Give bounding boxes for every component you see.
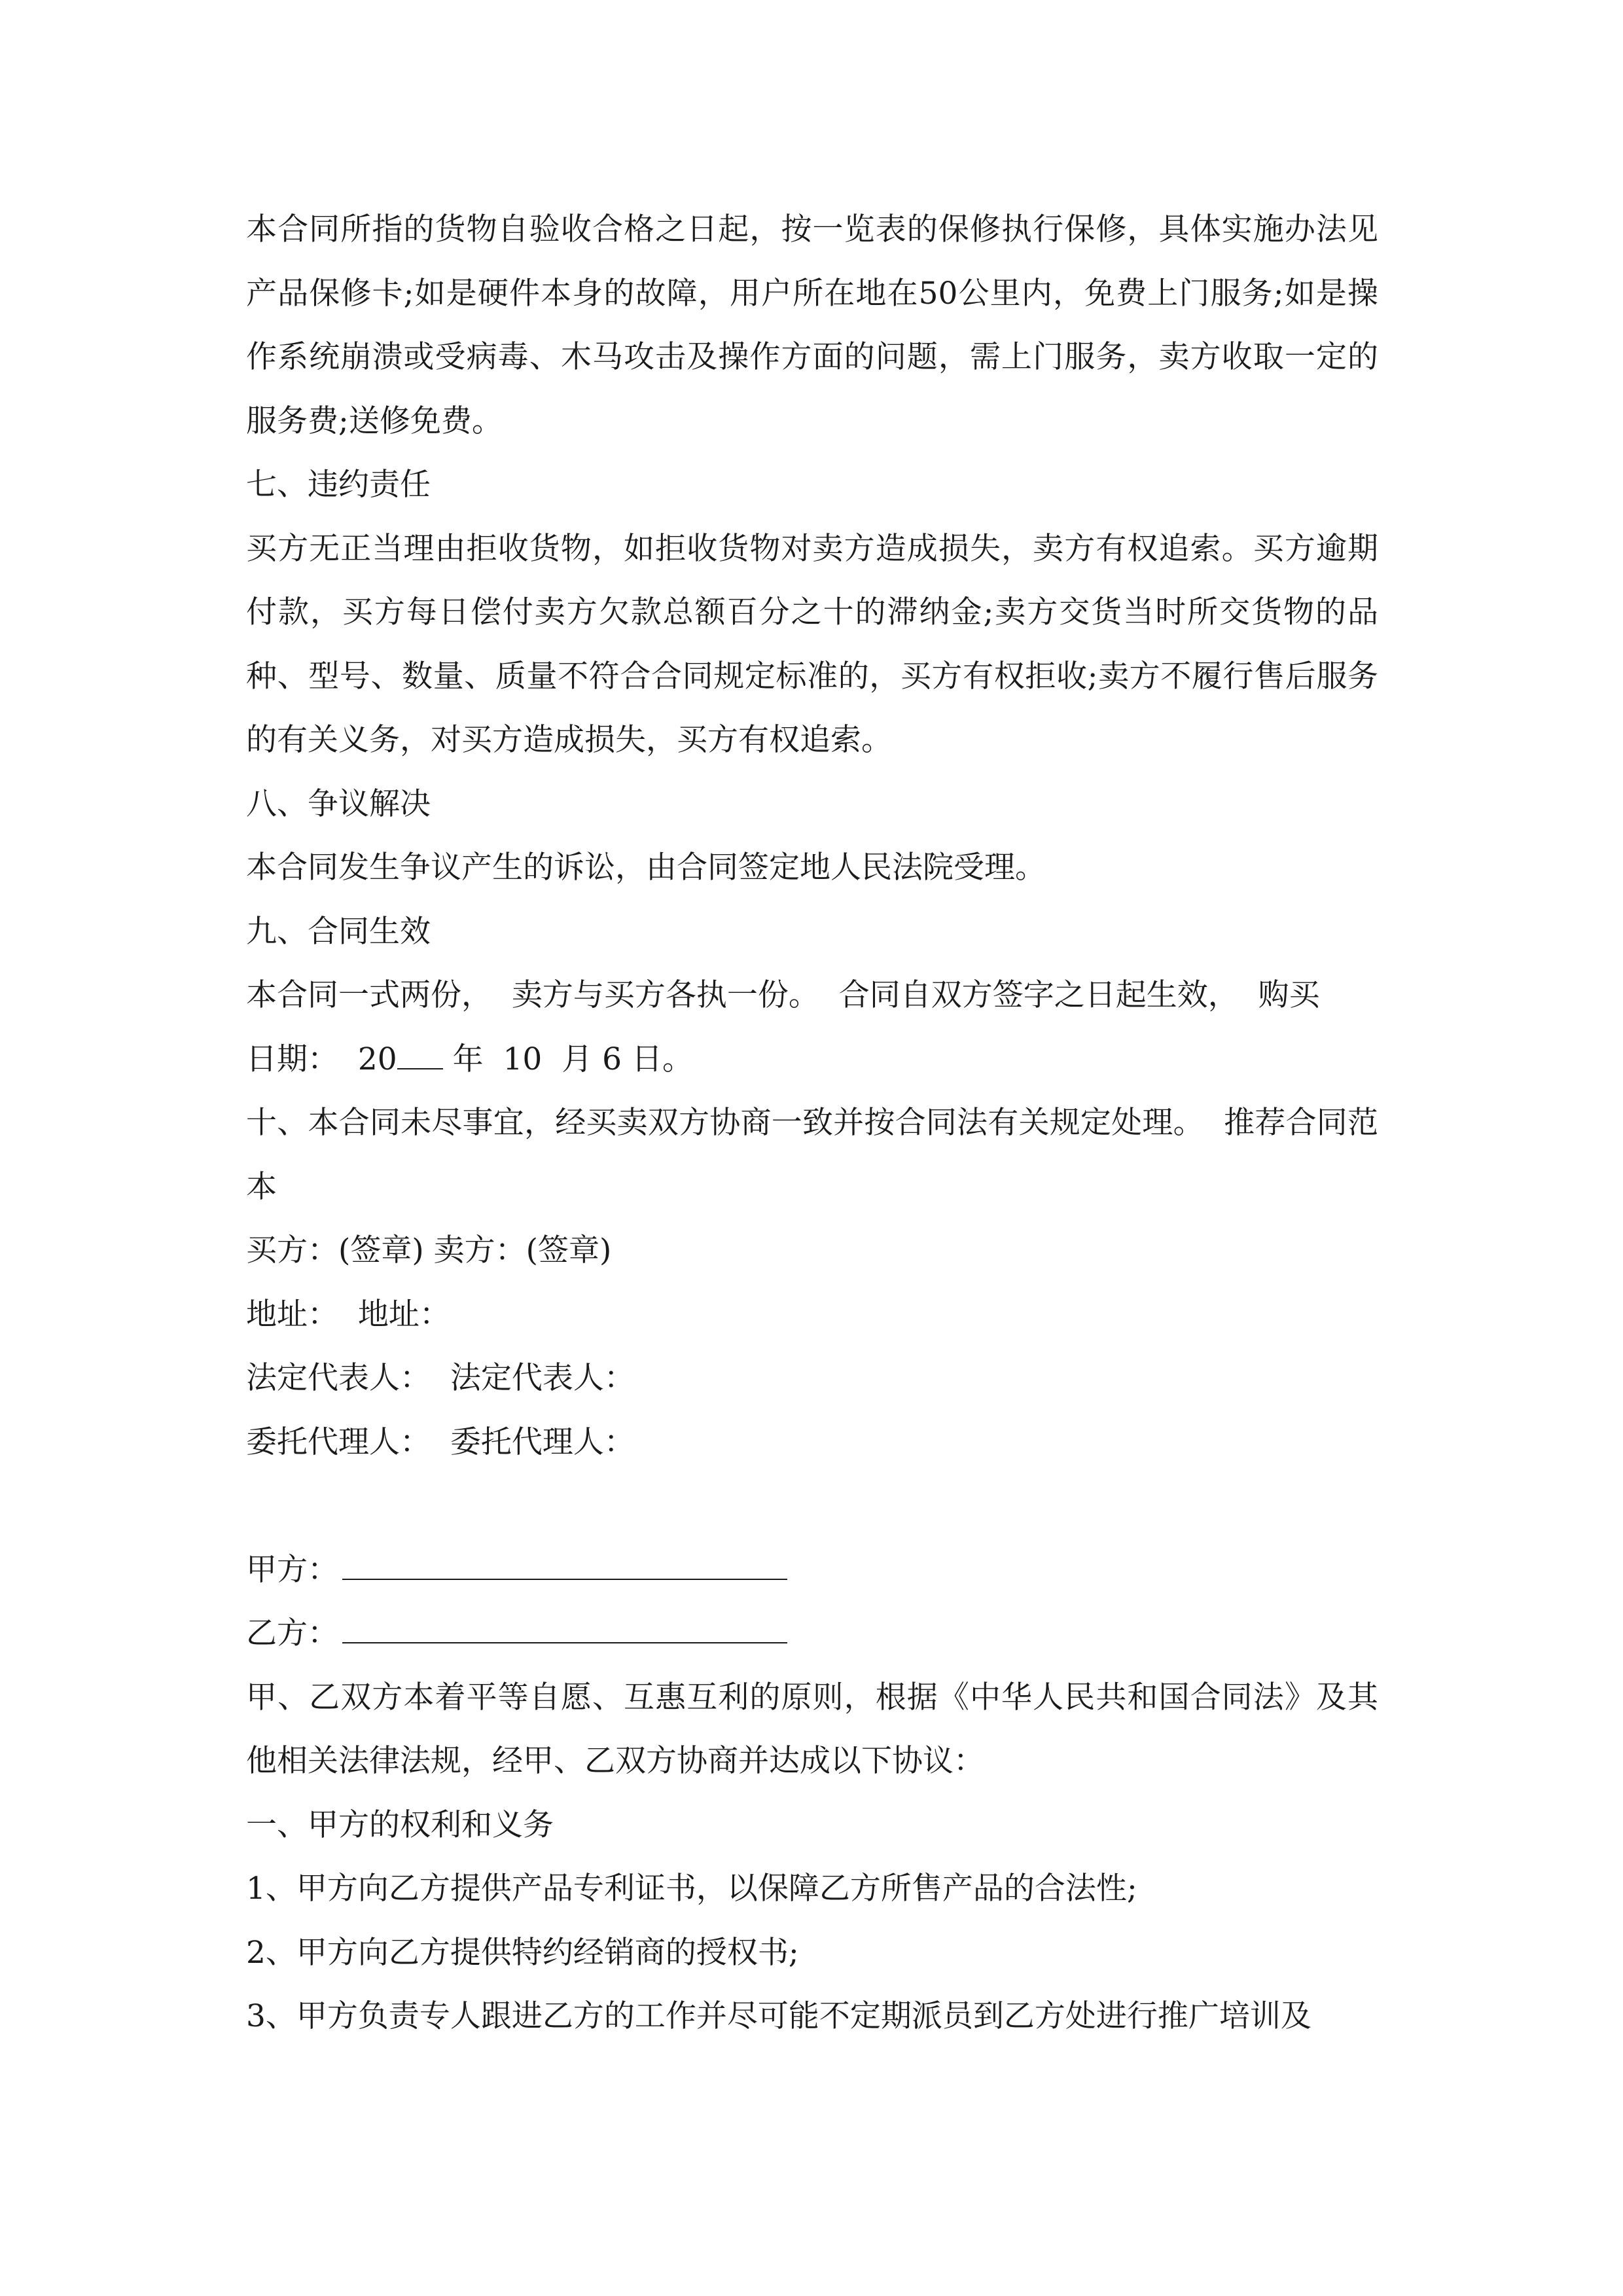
section-8-heading: 八、争议解决	[246, 785, 431, 822]
section-1-heading: 一、甲方的权利和义务	[246, 1806, 554, 1843]
signature-agent: 委托代理人： 委托代理人：	[246, 1424, 635, 1460]
party-a-line	[246, 1538, 1378, 1602]
signature-address: 地址： 地址：	[246, 1296, 450, 1333]
agreement-item-3: 3、甲方负责专人跟进乙方的工作并尽可能不定期派员到乙方处进行推广培训及	[246, 1998, 1311, 2034]
purchase-date	[246, 1028, 1378, 1092]
section-9-body: 本合同一式两份， 卖方与买方各执一份。 合同自双方签字之日起生效， 购买	[246, 977, 1320, 1013]
party-a-blank	[342, 1578, 787, 1580]
signature-legal-rep: 法定代表人： 法定代表人：	[246, 1360, 635, 1396]
party-b-line	[246, 1602, 1378, 1666]
party-a-label: 甲方：	[246, 1551, 338, 1588]
section-7-heading: 七、违约责任	[246, 467, 431, 503]
section-9-heading: 九、合同生效	[246, 913, 431, 950]
agreement-intro: 甲、乙双方本着平等自愿、互惠互利的原则，根据《中华人民共和国合同法》及其他相关法律法规，经甲、乙双方协商并达成以下协议：	[246, 1679, 1378, 1779]
party-b-blank	[342, 1641, 787, 1643]
party-b-label: 乙方：	[246, 1615, 338, 1651]
section-gap	[246, 1474, 1378, 1538]
section-7-body: 买方无正当理由拒收货物，如拒收货物对卖方造成损失，卖方有权追索。买方逾期付款，买方每日偿付卖方欠款总额百分之十的滞纳金;卖方交货当时所交货物的品种、型号、数量、质量不符合合同规定标准的，买方有权拒收;卖方不履行售后服务的有关义务，对买方造成损失，买方有权追索。	[246, 530, 1378, 758]
section-8-body: 本合同发生争议产生的诉讼，由合同签定地人民法院受理。	[246, 850, 1046, 886]
document-body	[246, 198, 1378, 2049]
warranty-paragraph: 本合同所指的货物自验收合格之日起，按一览表的保修执行保修，具体实施办法见产品保修卡;如是硬件本身的故障，用户所在地在50公里内，免费上门服务;如是操作系统崩溃或受病毒、木马攻击及操作方面的问题，需上门服务，卖方收取一定的服务费;送修免费。	[246, 211, 1378, 439]
agreement-item-2: 2、甲方向乙方提供特约经销商的授权书;	[246, 1934, 799, 1971]
year-blank	[397, 1067, 443, 1069]
purchase-date-prefix: 日期： 20	[246, 1041, 397, 1077]
agreement-item-1: 1、甲方向乙方提供产品专利证书，以保障乙方所售产品的合法性;	[246, 1871, 1137, 1907]
section-10: 十、本合同未尽事宜，经买卖双方协商一致并按合同法有关规定处理。 推荐合同范本	[246, 1105, 1378, 1205]
signature-seal: 买方：(签章) 卖方：(签章)	[246, 1232, 612, 1268]
purchase-date-suffix: 年 10 月 6 日。	[442, 1041, 693, 1077]
